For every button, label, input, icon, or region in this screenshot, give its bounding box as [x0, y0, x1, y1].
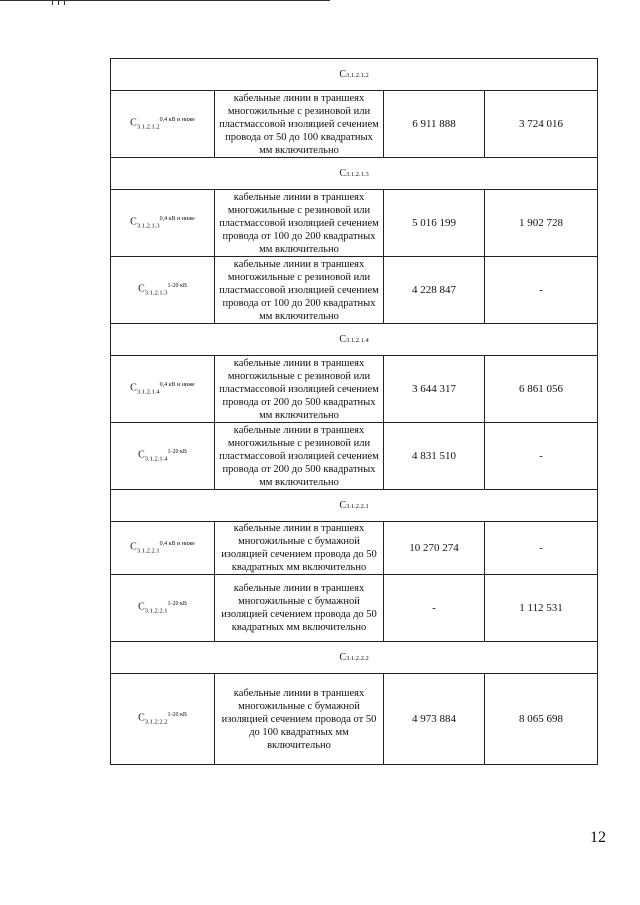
rate-description: кабельные линии в траншеях многожильные с резиновой или пластмассовой изоляцией сечением провода от 200 до 500 квадратных мм включительно	[215, 356, 384, 423]
section-row	[111, 158, 598, 190]
page-number: 12	[590, 829, 606, 846]
section-row	[111, 324, 598, 356]
section-header: С3.1.2.1.3	[111, 158, 598, 190]
rate-description: кабельные линии в траншеях многожильные с бумажной изоляцией сечением провода до 50 квадратных мм включительно	[215, 522, 384, 575]
table-row	[111, 257, 598, 324]
rate-code: $С_{3.1.2.2.1}^{0,4 кВ и ниже}$	[111, 522, 215, 575]
scan-tick	[58, 0, 59, 5]
rate-value-2: 6 861 056	[485, 356, 598, 423]
rate-code: $С_{3.1.2.2.1}^{1-20 кВ}$	[111, 575, 215, 642]
section-header: С3.1.2.2.2	[111, 642, 598, 674]
rate-value-1: 4 831 510	[384, 423, 485, 490]
scan-tick	[52, 0, 53, 5]
rate-value-1: 6 911 888	[384, 91, 485, 158]
rate-code: $С_{3.1.2.1.2}^{0,4 кВ и ниже}$	[111, 91, 215, 158]
section-header: С3.1.2.2.1	[111, 490, 598, 522]
table-row	[111, 674, 598, 765]
rate-code: $С_{3.1.2.1.4}^{1-20 кВ}$	[111, 423, 215, 490]
rate-code: $С_{3.1.2.2.2}^{1-20 кВ}$	[111, 674, 215, 765]
table-row	[111, 91, 598, 158]
rate-value-2: 3 724 016	[485, 91, 598, 158]
section-row	[111, 490, 598, 522]
rate-value-1: 4 228 847	[384, 257, 485, 324]
section-row	[111, 642, 598, 674]
rate-description: кабельные линии в траншеях многожильные с резиновой или пластмассовой изоляцией сечением провода от 200 до 500 квадратных мм включительно	[215, 423, 384, 490]
tariff-table	[110, 58, 598, 765]
rate-value-1: 3 644 317	[384, 356, 485, 423]
rate-description: кабельные линии в траншеях многожильные с бумажной изоляцией сечением провода от 50 до 100 квадратных мм включительно	[215, 674, 384, 765]
section-row	[111, 59, 598, 91]
table-row	[111, 423, 598, 490]
rate-value-2: -	[485, 257, 598, 324]
rate-value-2: -	[485, 423, 598, 490]
table-row	[111, 575, 598, 642]
rate-value-2: -	[485, 522, 598, 575]
rate-description: кабельные линии в траншеях многожильные с резиновой или пластмассовой изоляцией сечением провода от 50 до 100 квадратных мм включительно	[215, 91, 384, 158]
rate-value-2: 1 112 531	[485, 575, 598, 642]
table-row	[111, 190, 598, 257]
rate-code: $С_{3.1.2.1.3}^{1-20 кВ}$	[111, 257, 215, 324]
section-header: С3.1.2.1.2	[111, 59, 598, 91]
section-header: С3.1.2.1.4	[111, 324, 598, 356]
rate-description: кабельные линии в траншеях многожильные с бумажной изоляцией сечением провода до 50 квадратных мм включительно	[215, 575, 384, 642]
rate-value-2: 1 902 728	[485, 190, 598, 257]
rate-description: кабельные линии в траншеях многожильные с резиновой или пластмассовой изоляцией сечением провода от 100 до 200 квадратных мм включительно	[215, 190, 384, 257]
rate-value-1: -	[384, 575, 485, 642]
rate-value-1: 4 973 884	[384, 674, 485, 765]
rate-value-2: 8 065 698	[485, 674, 598, 765]
table-row	[111, 522, 598, 575]
rate-value-1: 5 016 199	[384, 190, 485, 257]
rate-description: кабельные линии в траншеях многожильные с резиновой или пластмассовой изоляцией сечением провода от 100 до 200 квадратных мм включительно	[215, 257, 384, 324]
rate-value-1: 10 270 274	[384, 522, 485, 575]
rate-code: $С_{3.1.2.1.3}^{0,4 кВ и ниже}$	[111, 190, 215, 257]
table-row	[111, 356, 598, 423]
scan-edge-line	[0, 0, 330, 4]
rate-code: $С_{3.1.2.1.4}^{0,4 кВ и ниже}$	[111, 356, 215, 423]
scan-tick	[64, 0, 65, 5]
